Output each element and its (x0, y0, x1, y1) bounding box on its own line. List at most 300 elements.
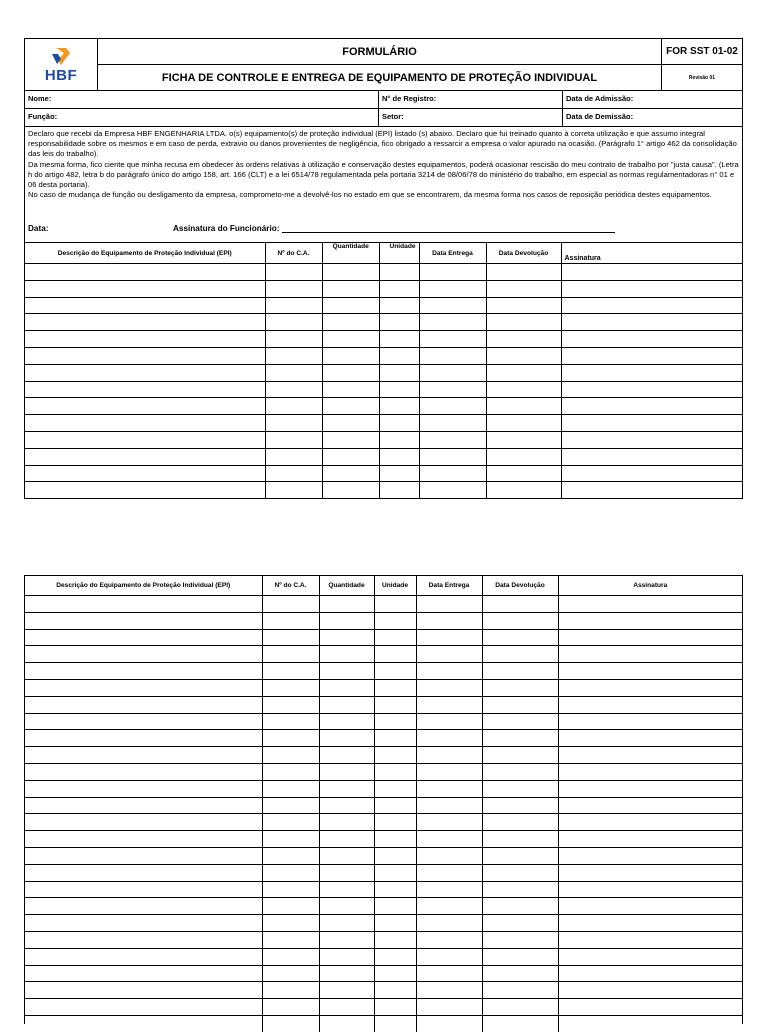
table-cell[interactable] (262, 948, 319, 965)
table-cell[interactable] (25, 696, 262, 713)
table-cell[interactable] (379, 364, 419, 381)
table-cell[interactable] (379, 264, 419, 281)
table-cell[interactable] (561, 415, 742, 432)
table-cell[interactable] (25, 629, 262, 646)
table-cell[interactable] (374, 713, 416, 730)
col-data-devolucao: Data Devolução (486, 243, 561, 264)
table-cell[interactable] (265, 331, 322, 348)
table-cell[interactable] (486, 398, 561, 415)
table-row (25, 347, 742, 364)
table-cell[interactable] (416, 646, 482, 663)
table-cell[interactable] (265, 465, 322, 482)
table-cell[interactable] (486, 314, 561, 331)
table-cell[interactable] (322, 314, 379, 331)
table-cell[interactable] (25, 264, 265, 281)
table-cell[interactable] (262, 965, 319, 982)
table-cell[interactable] (374, 629, 416, 646)
table-cell[interactable] (25, 713, 262, 730)
table-cell[interactable] (322, 347, 379, 364)
table-cell[interactable] (561, 482, 742, 498)
table-cell[interactable] (25, 982, 262, 999)
table-cell[interactable] (374, 596, 416, 613)
table-cell[interactable] (486, 448, 561, 465)
table-cell[interactable] (265, 314, 322, 331)
table-cell[interactable] (419, 347, 486, 364)
table-cell[interactable] (319, 629, 374, 646)
table-cell[interactable] (416, 663, 482, 680)
table-header-row (25, 243, 742, 264)
table-cell[interactable] (416, 864, 482, 881)
table-cell[interactable] (416, 713, 482, 730)
table-cell[interactable] (374, 999, 416, 1016)
table-cell[interactable] (482, 730, 558, 747)
table-cell[interactable] (374, 646, 416, 663)
table-cell[interactable] (486, 347, 561, 364)
table-cell[interactable] (319, 831, 374, 848)
table-cell[interactable] (558, 965, 742, 982)
table-cell[interactable] (319, 747, 374, 764)
nome-field[interactable]: Nome: (25, 91, 379, 108)
table-cell[interactable] (25, 948, 262, 965)
table-cell[interactable] (482, 780, 558, 797)
table-cell[interactable] (374, 696, 416, 713)
table-cell[interactable] (265, 482, 322, 498)
table-cell[interactable] (25, 965, 262, 982)
table-cell[interactable] (379, 482, 419, 498)
table-cell[interactable] (374, 864, 416, 881)
table-cell[interactable] (419, 415, 486, 432)
table-cell[interactable] (319, 713, 374, 730)
table-cell[interactable] (25, 314, 265, 331)
table-cell[interactable] (416, 982, 482, 999)
table-cell[interactable] (561, 431, 742, 448)
table-cell[interactable] (419, 381, 486, 398)
table-cell[interactable] (319, 931, 374, 948)
table-cell[interactable] (558, 999, 742, 1016)
table-cell[interactable] (482, 596, 558, 613)
table-cell[interactable] (416, 679, 482, 696)
table-cell[interactable] (374, 679, 416, 696)
epi-table-2 (25, 576, 742, 1032)
table-cell[interactable] (558, 663, 742, 680)
table-cell[interactable] (558, 898, 742, 915)
table-cell[interactable] (482, 881, 558, 898)
table-row (25, 663, 742, 680)
table-cell[interactable] (482, 864, 558, 881)
table-cell[interactable] (486, 482, 561, 498)
table-cell[interactable] (482, 747, 558, 764)
table-cell[interactable] (561, 381, 742, 398)
table-cell[interactable] (558, 982, 742, 999)
table-cell[interactable] (25, 448, 265, 465)
table-cell[interactable] (416, 629, 482, 646)
table-cell[interactable] (379, 398, 419, 415)
table-cell[interactable] (419, 465, 486, 482)
table-cell[interactable] (25, 747, 262, 764)
table-row (25, 763, 742, 780)
table-cell[interactable] (482, 982, 558, 999)
table-cell[interactable] (558, 747, 742, 764)
table-cell[interactable] (319, 982, 374, 999)
table-cell[interactable] (25, 465, 265, 482)
table-cell[interactable] (25, 763, 262, 780)
table-cell[interactable] (482, 948, 558, 965)
table-cell[interactable] (379, 331, 419, 348)
funcao-field[interactable]: Função: (25, 109, 379, 126)
table-cell[interactable] (319, 864, 374, 881)
table-cell[interactable] (322, 381, 379, 398)
table-cell[interactable] (486, 264, 561, 281)
table-cell[interactable] (379, 448, 419, 465)
admissao-field[interactable]: Data de Admissão: (566, 94, 634, 103)
table-cell[interactable] (319, 730, 374, 747)
setor-field[interactable]: Setor: (379, 109, 563, 126)
table-cell[interactable] (265, 398, 322, 415)
table-row (25, 381, 742, 398)
table-cell[interactable] (319, 780, 374, 797)
table-cell[interactable] (482, 915, 558, 932)
table-cell[interactable] (319, 696, 374, 713)
table-cell[interactable] (374, 730, 416, 747)
table-cell[interactable] (482, 965, 558, 982)
table-cell[interactable] (558, 797, 742, 814)
declaration-text (25, 127, 742, 217)
table-cell[interactable] (319, 763, 374, 780)
table-cell[interactable] (419, 280, 486, 297)
table-cell[interactable] (482, 663, 558, 680)
table-cell[interactable] (374, 948, 416, 965)
form-code: FOR SST 01-02 (662, 39, 742, 65)
table-cell[interactable] (25, 297, 265, 314)
table-cell[interactable] (322, 465, 379, 482)
table-cell[interactable] (262, 679, 319, 696)
table-cell[interactable] (416, 814, 482, 831)
table-cell[interactable] (416, 696, 482, 713)
table-cell[interactable] (374, 982, 416, 999)
table-cell[interactable] (25, 679, 262, 696)
table-cell[interactable] (374, 814, 416, 831)
table-cell[interactable] (25, 596, 262, 613)
table-cell[interactable] (25, 881, 262, 898)
table-cell[interactable] (486, 431, 561, 448)
table-cell[interactable] (25, 663, 262, 680)
table-cell[interactable] (322, 398, 379, 415)
table-cell[interactable] (374, 780, 416, 797)
table-cell[interactable] (416, 797, 482, 814)
table-cell[interactable] (322, 482, 379, 498)
table-cell[interactable] (262, 780, 319, 797)
table-cell[interactable] (416, 730, 482, 747)
table-cell[interactable] (558, 814, 742, 831)
table-cell[interactable] (25, 646, 262, 663)
table-cell[interactable] (25, 482, 265, 498)
table-cell[interactable] (558, 646, 742, 663)
table-cell[interactable] (25, 415, 265, 432)
table-cell[interactable] (482, 797, 558, 814)
table-cell[interactable] (319, 915, 374, 932)
table-cell[interactable] (379, 297, 419, 314)
table-cell[interactable] (482, 847, 558, 864)
table-row (25, 898, 742, 915)
table-cell[interactable] (561, 264, 742, 281)
table-cell[interactable] (374, 663, 416, 680)
table-cell[interactable] (25, 931, 262, 948)
table-cell[interactable] (416, 747, 482, 764)
table-cell[interactable] (416, 948, 482, 965)
table-cell[interactable] (262, 898, 319, 915)
table-cell[interactable] (482, 999, 558, 1016)
table-cell[interactable] (265, 381, 322, 398)
table-cell[interactable] (558, 730, 742, 747)
table-cell[interactable] (374, 931, 416, 948)
table-cell[interactable] (558, 881, 742, 898)
table-cell[interactable] (558, 915, 742, 932)
table-cell[interactable] (379, 465, 419, 482)
table-cell[interactable] (419, 314, 486, 331)
table-cell[interactable] (482, 696, 558, 713)
table-cell[interactable] (262, 797, 319, 814)
table-row (25, 948, 742, 965)
table-cell[interactable] (25, 280, 265, 297)
table-cell[interactable] (262, 663, 319, 680)
table-cell[interactable] (25, 831, 262, 848)
table-cell[interactable] (25, 999, 262, 1016)
table-cell[interactable] (374, 612, 416, 629)
table-cell[interactable] (482, 814, 558, 831)
table-cell[interactable] (322, 264, 379, 281)
table-cell[interactable] (419, 431, 486, 448)
table-cell[interactable] (558, 948, 742, 965)
table-row (25, 646, 742, 663)
table-cell[interactable] (374, 965, 416, 982)
table-cell[interactable] (419, 297, 486, 314)
table-cell[interactable] (558, 864, 742, 881)
table-cell[interactable] (262, 831, 319, 848)
table-cell[interactable] (265, 415, 322, 432)
col-ca: Nº do C.A. (265, 243, 322, 264)
table-cell[interactable] (319, 797, 374, 814)
table-cell[interactable] (322, 331, 379, 348)
table-cell[interactable] (416, 915, 482, 932)
table-cell[interactable] (374, 898, 416, 915)
table-cell[interactable] (319, 646, 374, 663)
table-cell[interactable] (558, 847, 742, 864)
table-cell[interactable] (419, 482, 486, 498)
table-cell[interactable] (319, 965, 374, 982)
table-cell[interactable] (482, 646, 558, 663)
table-cell[interactable] (419, 264, 486, 281)
table-cell[interactable] (262, 612, 319, 629)
table-cell[interactable] (374, 797, 416, 814)
table-cell[interactable] (374, 881, 416, 898)
table-cell[interactable] (25, 898, 262, 915)
table-cell[interactable] (25, 797, 262, 814)
table-cell[interactable] (558, 629, 742, 646)
table-cell[interactable] (262, 763, 319, 780)
table-cell[interactable] (486, 331, 561, 348)
table-cell[interactable] (419, 364, 486, 381)
table-cell[interactable] (561, 347, 742, 364)
demissao-field[interactable]: Data de Demissão: (566, 112, 634, 121)
table-header-row (25, 576, 742, 596)
table-cell[interactable] (486, 297, 561, 314)
table-cell[interactable] (25, 847, 262, 864)
table-cell[interactable] (486, 280, 561, 297)
table-cell[interactable] (262, 881, 319, 898)
table-cell[interactable] (262, 864, 319, 881)
table-cell[interactable] (561, 465, 742, 482)
table-cell[interactable] (262, 646, 319, 663)
table-cell[interactable] (416, 847, 482, 864)
table-cell[interactable] (322, 280, 379, 297)
col-quantidade: Quantidade (319, 576, 374, 596)
table-cell[interactable] (265, 280, 322, 297)
table-cell[interactable] (25, 364, 265, 381)
table-cell[interactable] (482, 713, 558, 730)
table-cell[interactable] (319, 948, 374, 965)
table-cell[interactable] (561, 297, 742, 314)
table-cell[interactable] (262, 629, 319, 646)
table-cell[interactable] (416, 596, 482, 613)
table-cell[interactable] (25, 730, 262, 747)
table-cell[interactable] (558, 679, 742, 696)
signature-row (25, 217, 742, 243)
table-cell[interactable] (482, 679, 558, 696)
table-cell[interactable] (482, 931, 558, 948)
table-cell[interactable] (482, 763, 558, 780)
table-cell[interactable] (262, 915, 319, 932)
table-cell[interactable] (561, 314, 742, 331)
table-cell[interactable] (265, 431, 322, 448)
table-cell[interactable] (25, 780, 262, 797)
table-cell[interactable] (319, 679, 374, 696)
table-cell[interactable] (265, 364, 322, 381)
table-cell[interactable] (561, 398, 742, 415)
table-cell[interactable] (374, 847, 416, 864)
table-cell[interactable] (25, 431, 265, 448)
table-cell[interactable] (322, 448, 379, 465)
table-cell[interactable] (558, 780, 742, 797)
table-row (25, 596, 742, 613)
table-cell[interactable] (379, 431, 419, 448)
table-cell[interactable] (262, 713, 319, 730)
table-cell[interactable] (322, 415, 379, 432)
table-cell[interactable] (482, 612, 558, 629)
table-cell[interactable] (416, 612, 482, 629)
table-cell[interactable] (25, 331, 265, 348)
table-row (25, 696, 742, 713)
table-cell[interactable] (419, 398, 486, 415)
table-cell[interactable] (379, 415, 419, 432)
table-cell[interactable] (482, 831, 558, 848)
table-cell[interactable] (558, 763, 742, 780)
table-cell[interactable] (561, 280, 742, 297)
table-cell[interactable] (319, 847, 374, 864)
table-cell[interactable] (374, 915, 416, 932)
table-cell[interactable] (25, 398, 265, 415)
table-cell[interactable] (262, 596, 319, 613)
table-cell[interactable] (319, 881, 374, 898)
table-cell[interactable] (319, 898, 374, 915)
table-cell[interactable] (561, 331, 742, 348)
table-cell[interactable] (416, 763, 482, 780)
table-cell[interactable] (322, 297, 379, 314)
table-cell[interactable] (374, 763, 416, 780)
table-cell[interactable] (25, 864, 262, 881)
table-cell[interactable] (486, 381, 561, 398)
table-cell[interactable] (265, 347, 322, 364)
table-cell[interactable] (416, 965, 482, 982)
table-cell[interactable] (25, 381, 265, 398)
table-cell[interactable] (262, 982, 319, 999)
col-assinatura: Assinatura (561, 243, 742, 264)
table-cell[interactable] (486, 465, 561, 482)
table-cell[interactable] (319, 596, 374, 613)
table-cell[interactable] (379, 314, 419, 331)
table-cell[interactable] (265, 448, 322, 465)
table-cell[interactable] (416, 898, 482, 915)
table-cell[interactable] (319, 999, 374, 1016)
table-cell[interactable] (262, 730, 319, 747)
table-cell[interactable] (25, 612, 262, 629)
table-cell[interactable] (25, 814, 262, 831)
employee-signature-line[interactable] (282, 223, 615, 233)
table-cell[interactable] (416, 780, 482, 797)
table-cell[interactable] (416, 931, 482, 948)
table-cell[interactable] (262, 999, 319, 1016)
table-cell[interactable] (322, 431, 379, 448)
table-cell[interactable] (265, 264, 322, 281)
table-cell[interactable] (558, 696, 742, 713)
table-cell[interactable] (374, 747, 416, 764)
table-cell[interactable] (265, 297, 322, 314)
table-cell[interactable] (319, 663, 374, 680)
table-cell[interactable] (374, 831, 416, 848)
table-cell[interactable] (419, 331, 486, 348)
table-cell[interactable] (486, 415, 561, 432)
table-cell[interactable] (25, 915, 262, 932)
table-cell[interactable] (558, 596, 742, 613)
table-cell[interactable] (319, 814, 374, 831)
table-cell[interactable] (262, 847, 319, 864)
table-cell[interactable] (558, 931, 742, 948)
table-cell[interactable] (416, 831, 482, 848)
table-cell[interactable] (262, 696, 319, 713)
table-cell[interactable] (379, 280, 419, 297)
table-cell[interactable] (416, 999, 482, 1016)
table-cell[interactable] (482, 629, 558, 646)
table-cell[interactable] (379, 381, 419, 398)
table-cell[interactable] (319, 612, 374, 629)
table-cell[interactable] (379, 347, 419, 364)
table-cell[interactable] (486, 364, 561, 381)
table-cell[interactable] (482, 898, 558, 915)
table-cell[interactable] (558, 713, 742, 730)
registro-field[interactable]: N° de Registro: (379, 91, 563, 108)
table-cell[interactable] (262, 814, 319, 831)
table-cell[interactable] (558, 612, 742, 629)
table-cell[interactable] (558, 831, 742, 848)
table-cell[interactable] (561, 364, 742, 381)
table-cell[interactable] (561, 448, 742, 465)
table-cell[interactable] (416, 881, 482, 898)
table-cell[interactable] (322, 364, 379, 381)
table-cell[interactable] (419, 448, 486, 465)
table-cell[interactable] (25, 347, 265, 364)
table-cell[interactable] (262, 931, 319, 948)
table-cell[interactable] (262, 747, 319, 764)
table-row (25, 931, 742, 948)
